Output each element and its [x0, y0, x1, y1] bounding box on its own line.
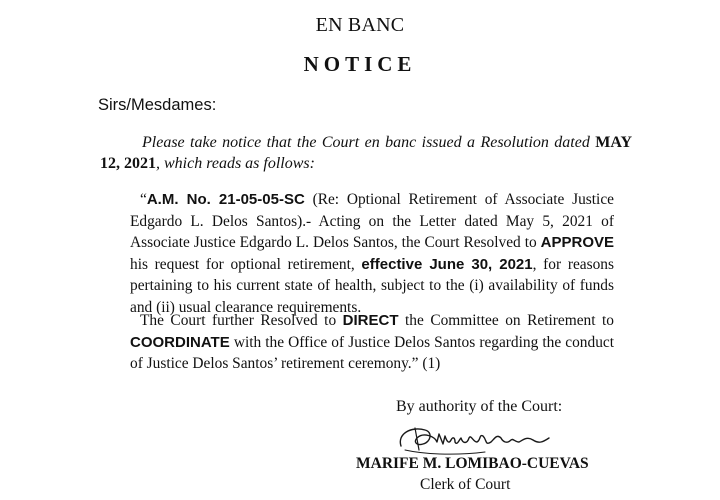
para2-text-1: The Court further Resolved to	[140, 312, 343, 329]
heading-en-banc: EN BANC	[315, 14, 405, 36]
approve-keyword: APPROVE	[540, 234, 614, 252]
authority-line: By authority of the Court:	[396, 398, 563, 415]
intro-text-before-date: Please take notice that the Court en banc issued a Resolution dated	[142, 134, 590, 151]
intro-paragraph	[100, 132, 632, 174]
open-quote: “	[140, 191, 147, 208]
case-number: A.M. No. 21-05-05-SC	[146, 191, 305, 208]
intro-text-after-date: , which reads as follows:	[156, 155, 315, 172]
effective-date: effective June 30, 2021	[361, 255, 533, 273]
coordinate-keyword: COORDINATE	[130, 333, 230, 351]
heading-notice: NOTICE	[303, 52, 417, 76]
resolution-text-1: (Re: Optional Retirement of Associate Justice Edgardo L. Delos Santos).- Acting on the Letter dated May 5, 2021 of Associate Justice Edgardo L. Delos Santos, the Court Resolved to	[130, 191, 614, 252]
para2-text-3: with the Office of Justice Delos Santos regarding the conduct of Justice Delos Santos’ retirement ceremony.” (1)	[130, 333, 614, 373]
resolution-text-3: , for reasons pertaining to his current state of health, subject to the (i) availability of funds and (ii) usual clearance requirements.	[130, 255, 614, 316]
para2-text-2: the Committee on Retirement to	[398, 312, 614, 329]
direct-keyword: DIRECT	[342, 312, 399, 329]
second-paragraph	[130, 310, 614, 375]
signatory-name: MARIFE M. LOMIBAO-CUEVAS	[356, 455, 589, 472]
resolution-paragraph	[130, 189, 614, 319]
resolution-text-2: his request for optional retirement,	[130, 255, 362, 273]
resolution-date: MAY 12, 2021	[100, 134, 633, 172]
signatory-title: Clerk of Court	[420, 476, 511, 493]
salutation: Sirs/Mesdames:	[98, 96, 217, 114]
